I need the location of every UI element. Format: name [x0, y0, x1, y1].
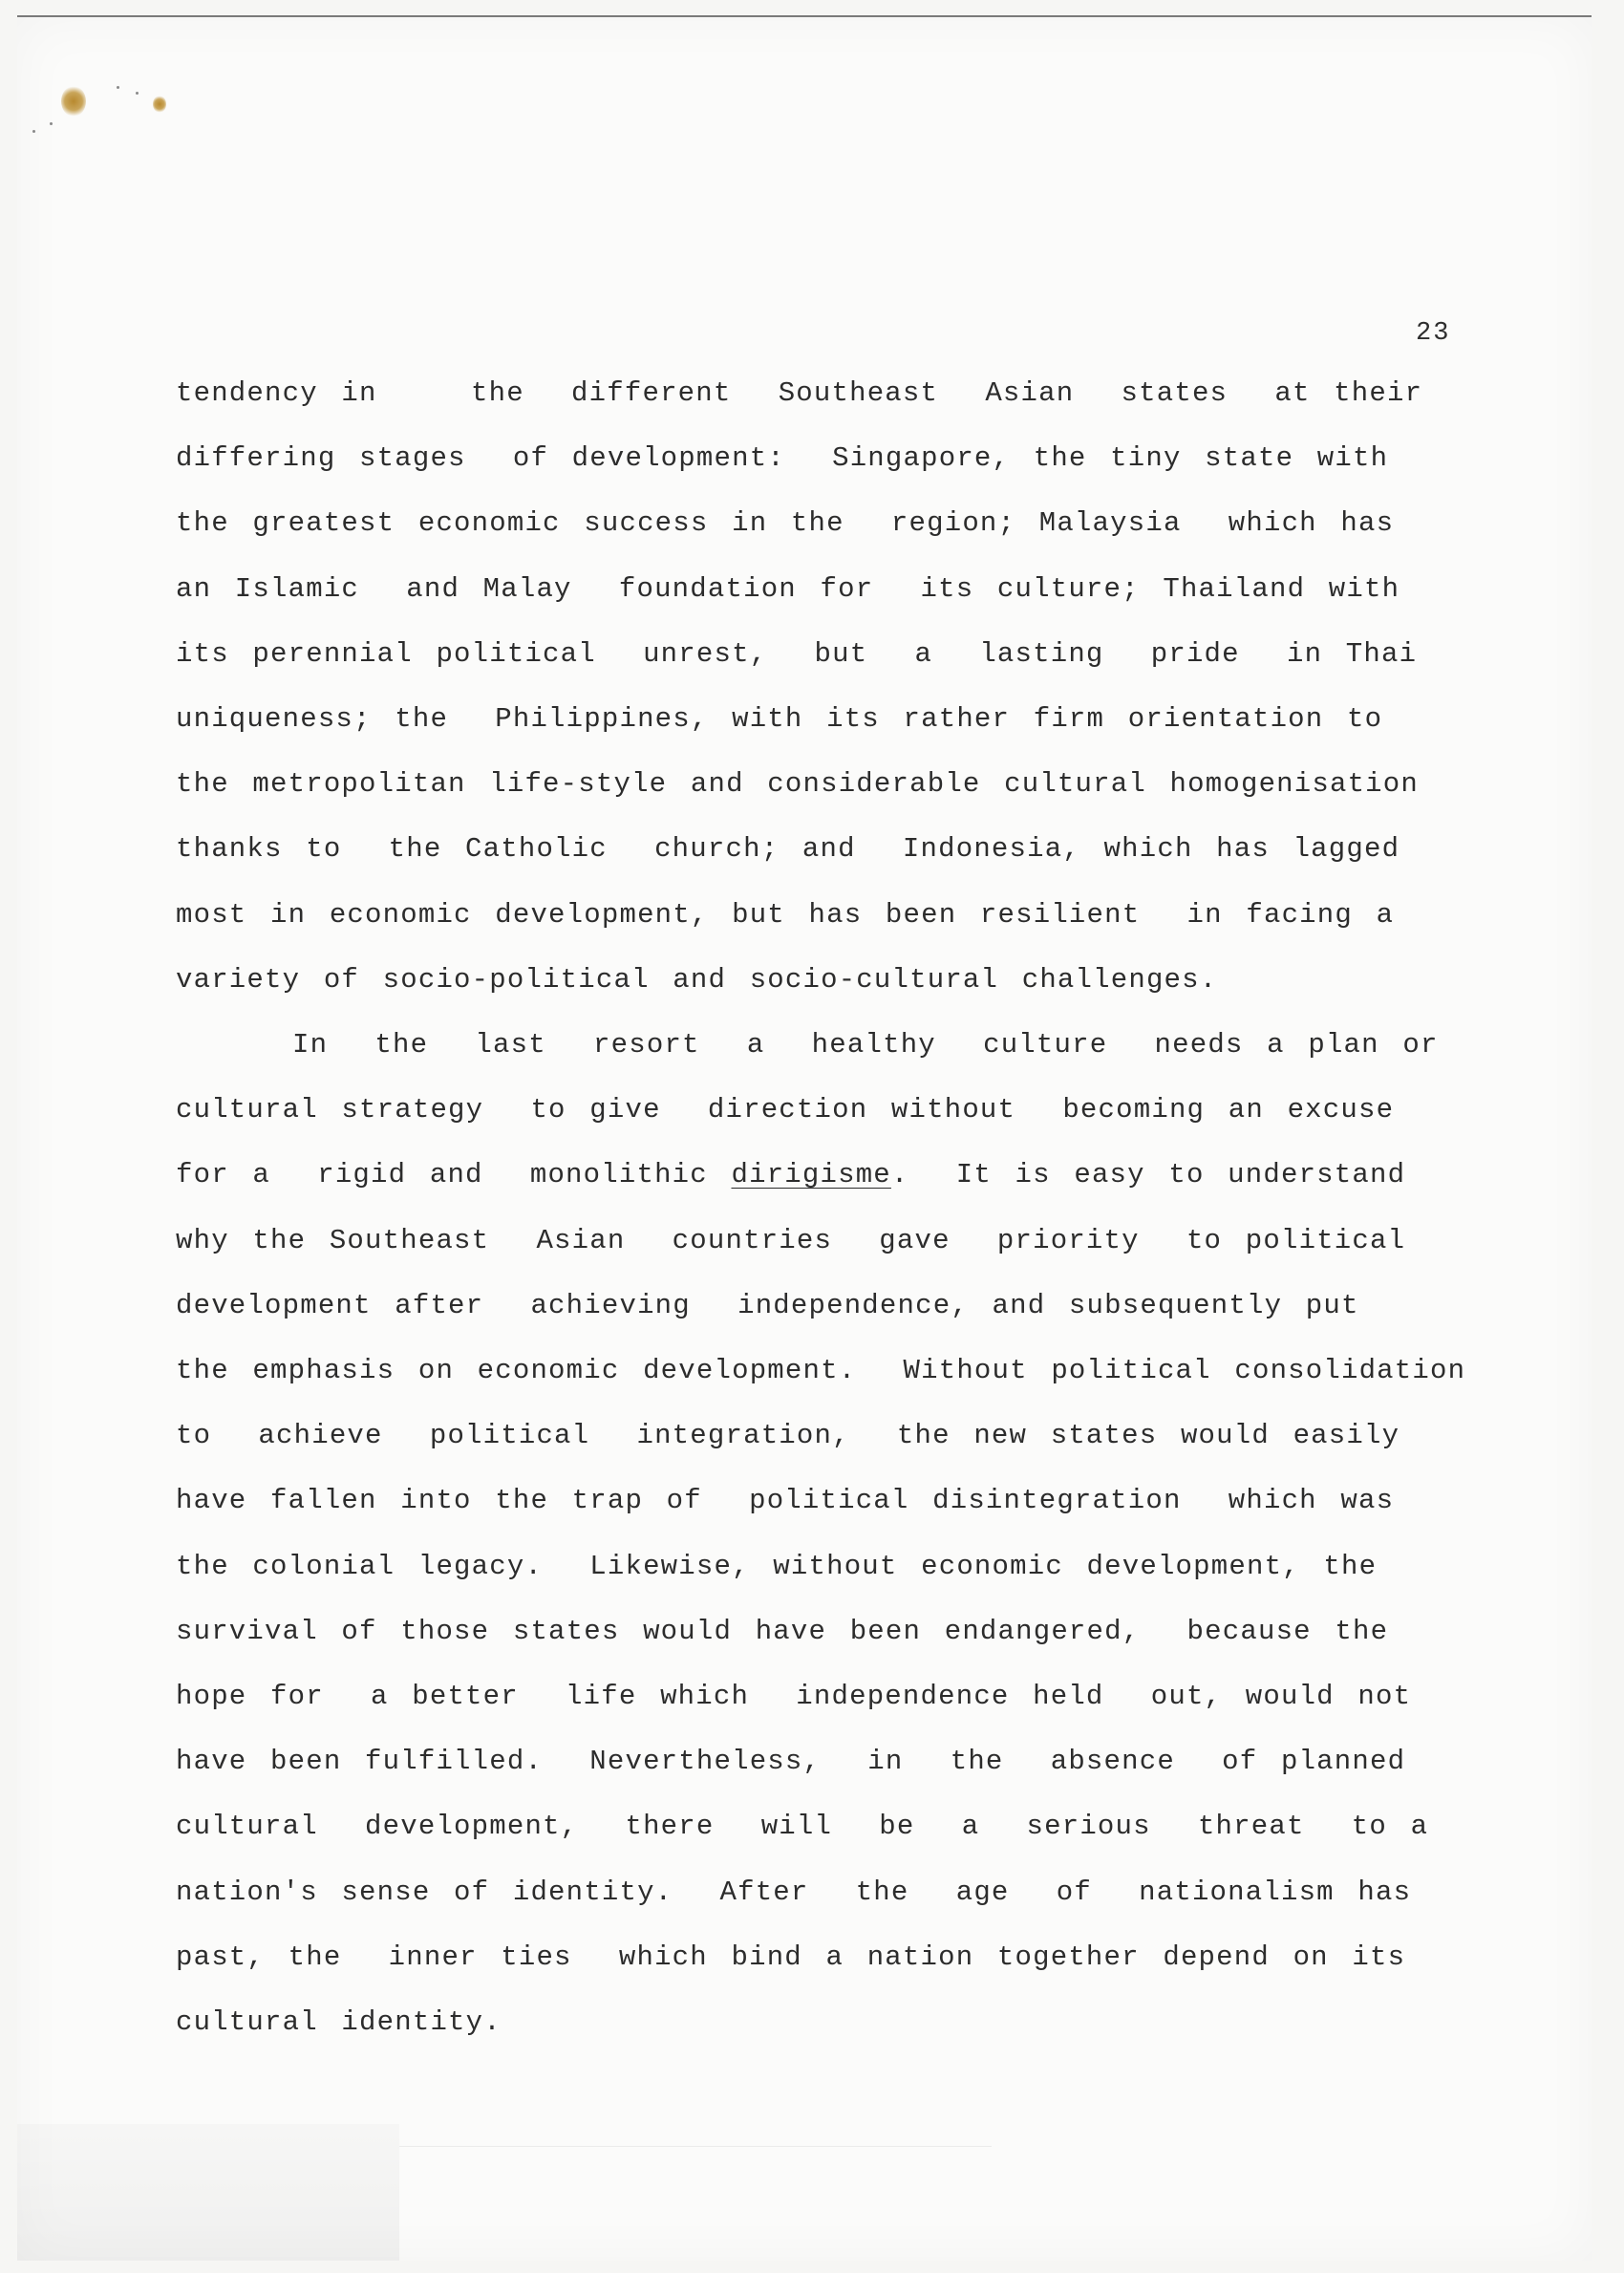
text-line: an Islamic and Malay foundation for its culture; Thailand with [176, 572, 1400, 605]
text-line: the metropolitan life-style and considerable cultural homogenisation [176, 768, 1419, 801]
text-line: survival of those states would have been endangered, because the [176, 1615, 1389, 1647]
paper-speck [50, 122, 53, 125]
underlined-term: dirigisme [731, 1159, 891, 1191]
text-line: In the last resort a healthy culture needs a plan or [292, 1029, 1439, 1061]
text-line: past, the inner ties which bind a nation together depend on its [176, 1941, 1406, 1973]
page-number: 23 [1416, 319, 1451, 348]
text-line: hope for a better life which independence held out, would not [176, 1681, 1412, 1713]
text-line: cultural identity. [176, 2006, 502, 2039]
text-line: have been fulfilled. Nevertheless, in the absence of planned [176, 1746, 1406, 1778]
text-line: the colonial legacy. Likewise, without economic development, the [176, 1550, 1378, 1582]
paper-speck [117, 86, 119, 89]
text-line [176, 1143, 1532, 1208]
text-line: most in economic development, but has been resilient in facing a [176, 898, 1395, 931]
paper-speck [136, 92, 139, 95]
text-line: tendency in the different Southeast Asian states at their [176, 377, 1423, 409]
body-text [176, 361, 1532, 2055]
text-line: uniqueness; the Philippines, with its rather firm orientation to [176, 703, 1383, 736]
text-segment: . It is easy to understand [890, 1159, 1406, 1191]
text-line: have fallen into the trap of political disintegration which was [176, 1485, 1395, 1517]
text-segment: for a rigid and monolithic [176, 1159, 732, 1191]
scan-artifact-line [399, 2146, 992, 2147]
text-line: nation's sense of identity. After the age of nationalism has [176, 1876, 1412, 1908]
text-line: variety of socio-political and socio-cultural challenges. [176, 963, 1218, 996]
text-line: cultural development, there will be a serious threat to a [176, 1811, 1429, 1843]
text-line: its perennial political unrest, but a lasting pride in Thai [176, 637, 1418, 670]
text-line: why the Southeast Asian countries gave priority to political [176, 1224, 1406, 1256]
scan-artifact [17, 2124, 399, 2261]
text-line: the emphasis on economic development. Without political consolidation [176, 1355, 1466, 1387]
text-line: differing stages of development: Singapore, the tiny state with [176, 442, 1389, 475]
paper-speck [32, 130, 35, 133]
paper-stain [153, 96, 166, 113]
text-line: cultural strategy to give direction without becoming an excuse [176, 1094, 1395, 1126]
text-line: thanks to the Catholic church; and Indonesia, which has lagged [176, 833, 1400, 866]
text-line: development after achieving independence, and subsequently put [176, 1289, 1359, 1321]
text-line: to achieve political integration, the new states would easily [176, 1420, 1400, 1452]
text-line: the greatest economic success in the region; Malaysia which has [176, 507, 1395, 540]
paper-stain [61, 86, 86, 117]
